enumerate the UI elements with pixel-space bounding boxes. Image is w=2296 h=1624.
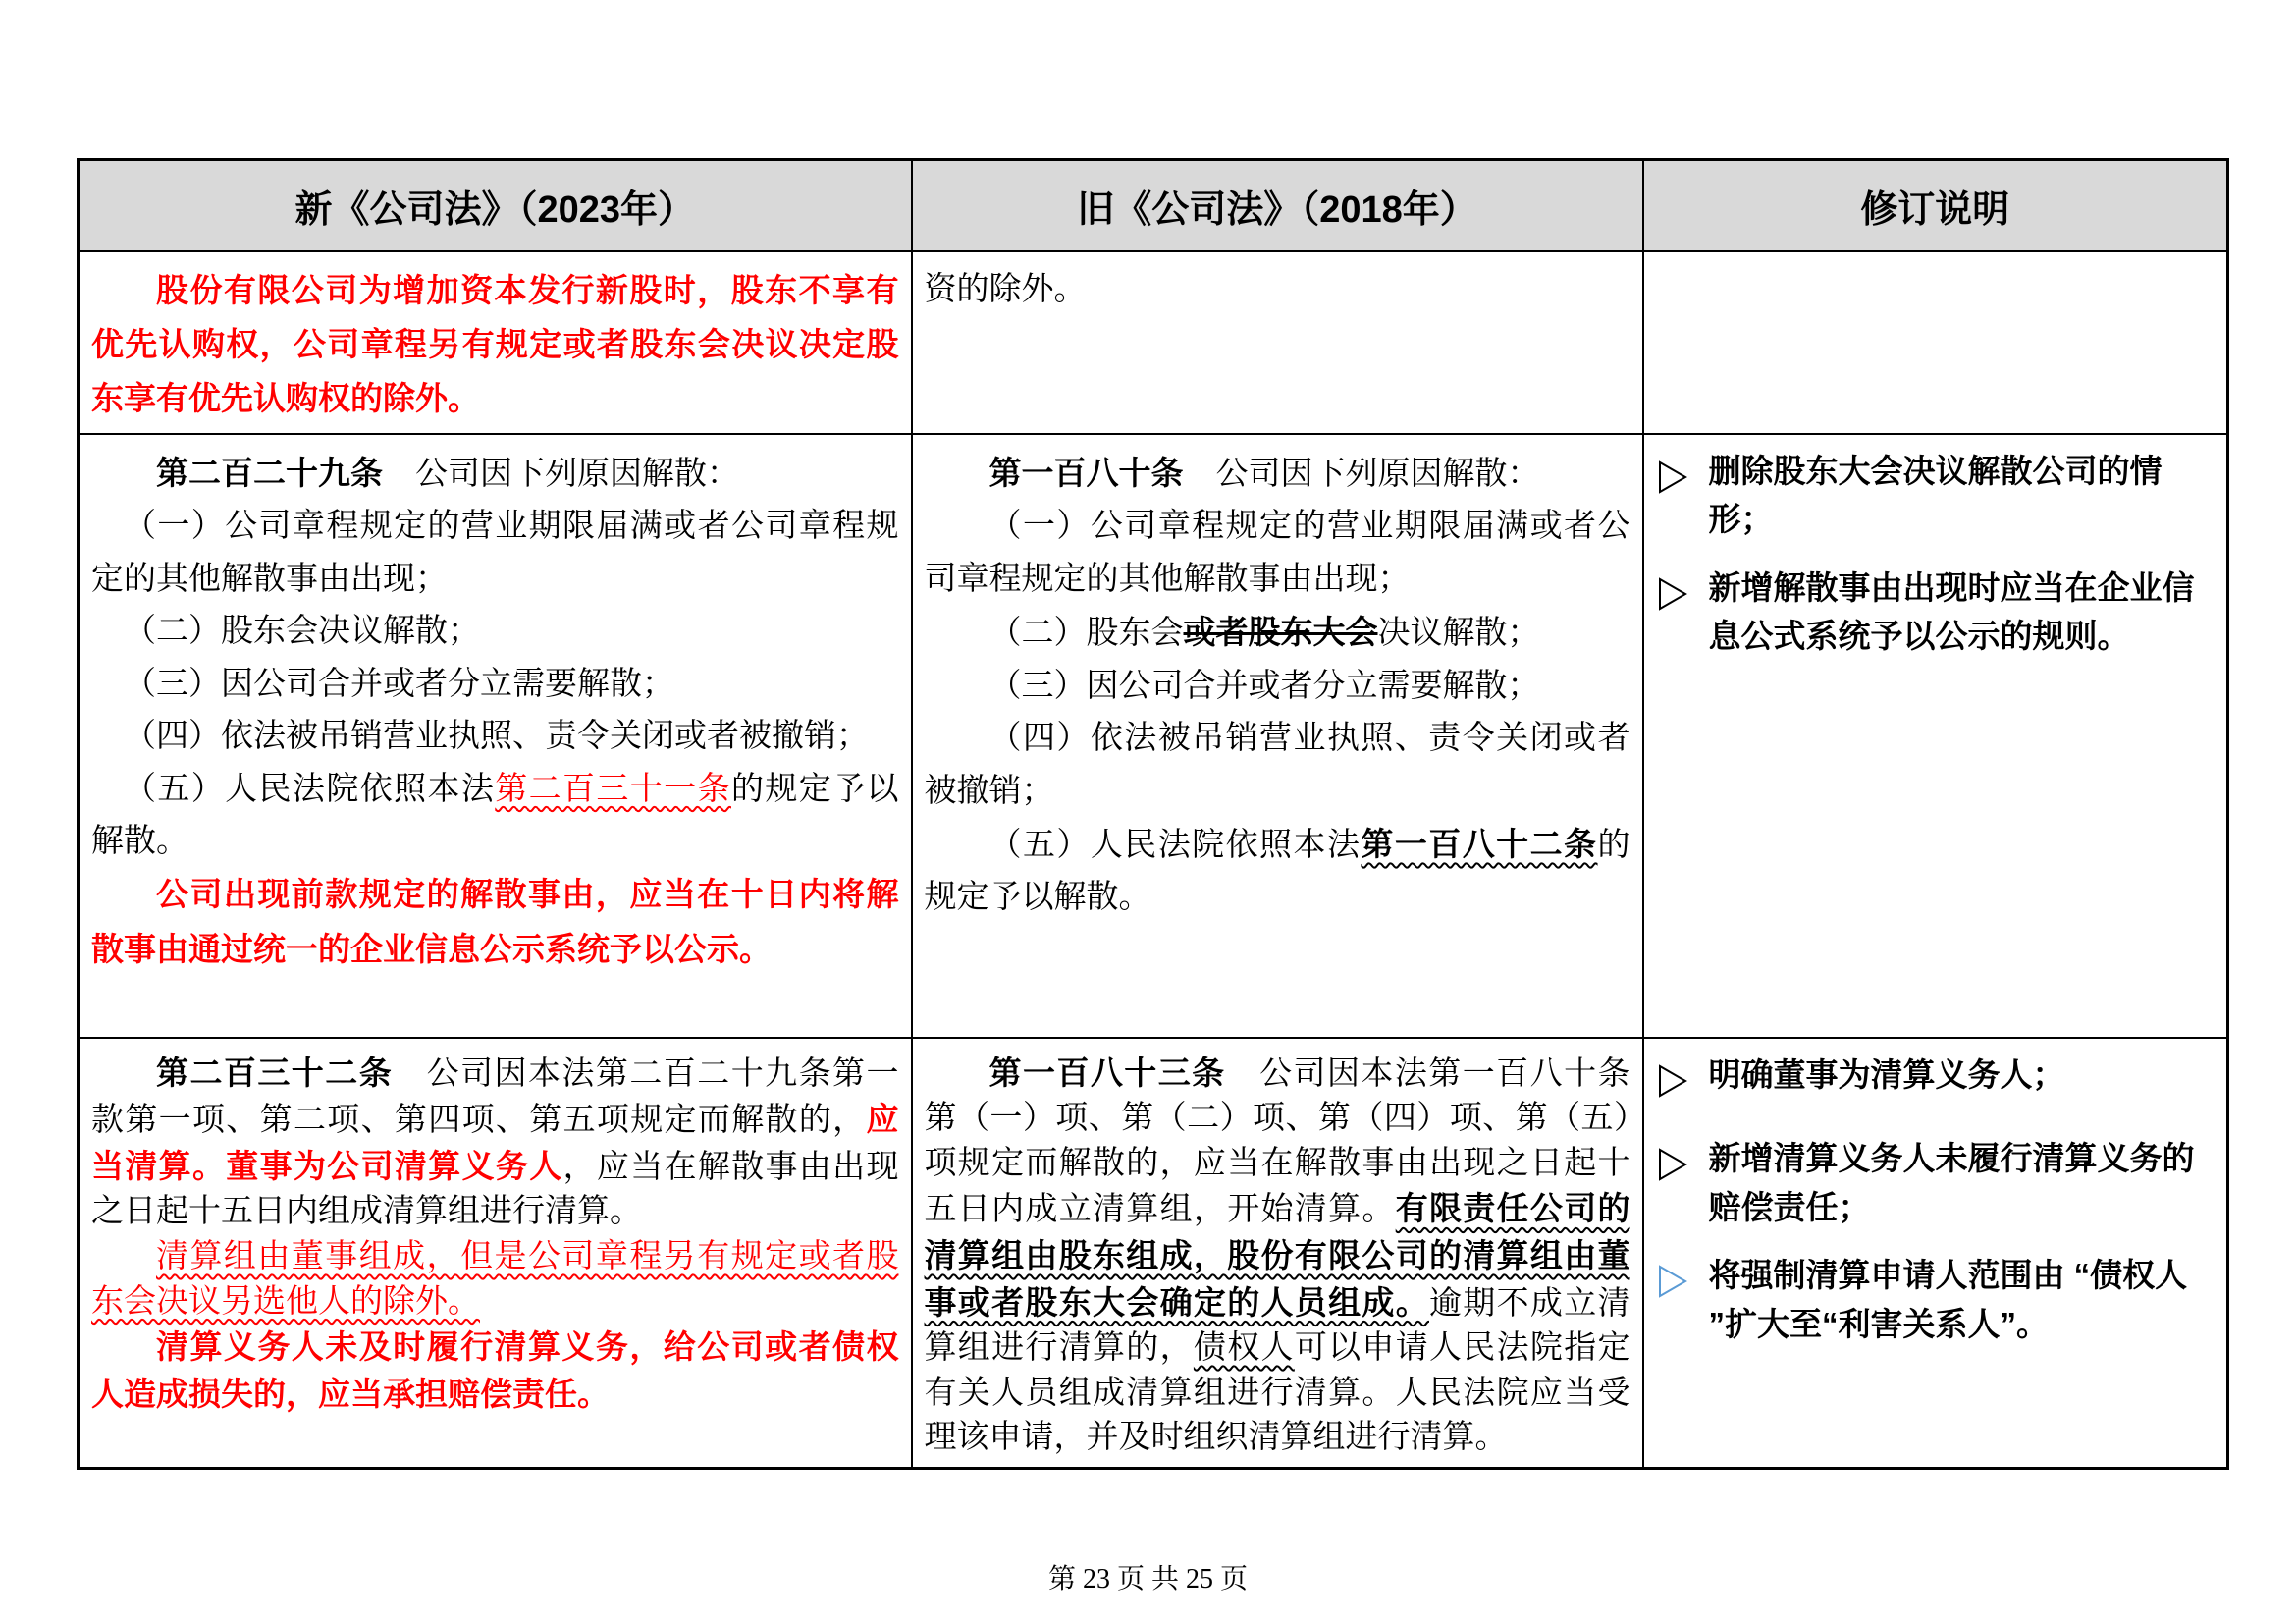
text-run: 第二百三十二条: [156, 1054, 394, 1091]
bullet-item: [1658, 564, 2217, 661]
text-run: 明确董事为清算义务人；: [1708, 1056, 2065, 1093]
text-run: （三）因公司合并或者分立需要解散；: [124, 666, 674, 702]
bullet-text: [1709, 564, 2217, 661]
arrow-bullet-icon: [1658, 460, 1687, 494]
text-run: 将强制清算申请人范围由 “债权人 ”扩大至“利害关系人”。: [1708, 1257, 2188, 1342]
text-run: （一）公司章程规定的营业期限届满或者公司章程规定的其他解散事由出现；: [91, 509, 899, 597]
paragraph: [91, 1235, 899, 1325]
cell-notes-row1: [1643, 251, 2228, 434]
text-run: 第一百八十条: [988, 454, 1184, 491]
cell-old-law-row2: [912, 434, 1643, 1038]
text-run: 新增解散事由出现时应当在企业信息公式系统予以公示的规则。: [1708, 568, 2195, 655]
text-run: （二）股东会: [988, 616, 1184, 652]
bullet-arrow: [1658, 575, 1687, 627]
text-run: 第二百二十九条: [156, 454, 383, 491]
page-number-footer: 第 23 页 共 25 页: [1047, 1564, 1248, 1595]
text-run: 或者股东大会: [1183, 614, 1378, 651]
paragraph: [925, 501, 1630, 606]
header-cell-old-law: 旧《公司法》（2018年）: [912, 160, 1643, 251]
text-run: 债权人: [1193, 1330, 1295, 1367]
paragraph: [91, 606, 899, 658]
text-run: （二）股东会决议解散；: [124, 614, 480, 650]
paragraph: [91, 1325, 899, 1418]
text-run: （一）公司章程规定的营业期限届满或者公司章程规定的其他解散事由出现；: [924, 509, 1630, 597]
text-run: 公司因下列原因解散：: [383, 456, 739, 492]
paragraph: [91, 711, 899, 763]
text-run: 第二百三十一条: [495, 771, 731, 807]
cell-notes-row2: [1643, 434, 2228, 1038]
cell-old-law-row1: [912, 251, 1643, 434]
bullet-text: [1709, 1251, 2217, 1348]
text-run: 应当清算。董事为公司清算义务人: [91, 1101, 899, 1184]
paragraph: [91, 1051, 899, 1235]
paragraph: [91, 447, 899, 501]
cell-new-law-row1: [79, 251, 912, 434]
text-run: 可以申请人民法院指定有关人员组成清算组进行清算。人民法院应当受理该申请，并及时组织清算组进行清算。: [924, 1330, 1630, 1456]
text-run: 第一百八十二条: [1361, 826, 1598, 863]
bullet-text: [1709, 1051, 2065, 1100]
cell-new-law-row3: [79, 1038, 912, 1468]
paragraph: [925, 1051, 1630, 1461]
text-run: 公司因本法第一百八十条第（一）项、第（二）项、第（四）项、第（五）项规定而解散的，应当在解散事由出现之日起十五日内成立清算组，开始清算。: [924, 1056, 1630, 1228]
bullet-item: [1658, 447, 2217, 544]
text-run: ，应当在解散事由出现之日起十五日内组成清算组进行清算。: [91, 1149, 899, 1230]
text-run: 删除股东大会决议解散公司的情形；: [1708, 452, 2163, 538]
text-run: 第一百八十三条: [988, 1054, 1226, 1091]
bullet-text: [1709, 447, 2217, 544]
bullet-item: [1658, 1251, 2217, 1348]
arrow-bullet-icon: [1658, 1064, 1687, 1098]
text-run: 清算组由董事组成，但是公司章程另有规定或者股东会决议另选他人的除外。: [91, 1238, 899, 1320]
header-cell-new-law: 新《公司法》（2023年）: [79, 160, 912, 251]
paragraph: [91, 764, 899, 869]
paragraph: [91, 264, 899, 427]
text-run: 资的除外。: [924, 271, 1087, 307]
header-row: [79, 160, 2228, 251]
arrow-bullet-icon: [1658, 577, 1687, 611]
bullet-item: [1658, 1051, 2217, 1114]
paragraph: [91, 501, 899, 606]
paragraph: [925, 713, 1630, 818]
paragraph: [91, 868, 899, 977]
cell-new-law-row2: [79, 434, 912, 1038]
text-run: 有限责任公司的清算组由股东组成，股份有限公司的清算组由董事或者股东大会确定的人员组成。: [924, 1190, 1630, 1321]
bullet-item: [1658, 1134, 2217, 1231]
paragraph: [91, 659, 899, 711]
bullet-arrow: [1658, 459, 1687, 511]
bullet-arrow: [1658, 1263, 1687, 1315]
text-run: 公司因本法第二百二十九条第一款第一项、第二项、第四项、第五项规定而解散的，: [91, 1056, 899, 1139]
table-row: [79, 434, 2228, 1038]
text-run: 新增清算义务人未履行清算义务的赔偿责任；: [1708, 1140, 2195, 1225]
text-run: 逾期不成立清算组进行清算的，: [924, 1285, 1630, 1367]
text-run: 的规定予以解散。: [91, 771, 899, 860]
paragraph: [925, 447, 1630, 501]
bullet-text: [1709, 1134, 2217, 1231]
header-cell-revision-notes: 修订说明: [1643, 160, 2228, 251]
table-row: [79, 1038, 2228, 1468]
paragraph: [925, 661, 1630, 713]
paragraph: [925, 606, 1630, 660]
arrow-bullet-icon: [1658, 1148, 1687, 1181]
paragraph: [925, 264, 1630, 316]
text-run: 清算义务人未及时履行清算义务，给公司或者债权人造成损失的，应当承担赔偿责任。: [91, 1328, 899, 1412]
text-run: （五）人民法院依照本法: [124, 771, 496, 807]
paragraph: [925, 818, 1630, 925]
arrow-bullet-icon: [1658, 1265, 1687, 1298]
text-run: （五）人民法院依照本法: [988, 828, 1362, 864]
text-run: 决议解散；: [1377, 616, 1540, 652]
text-run: 公司因下列原因解散：: [1183, 456, 1540, 492]
bullet-arrow: [1658, 1062, 1687, 1114]
bullet-arrow: [1658, 1146, 1687, 1198]
text-run: 公司出现前款规定的解散事由，应当在十日内将解散事由通过统一的企业信息公示系统予以公示。: [91, 876, 899, 967]
comparison-table: [77, 158, 2229, 1470]
text-run: 的规定予以解散。: [924, 828, 1630, 916]
text-run: （四）依法被吊销营业执照、责令关闭或者被撤销；: [924, 721, 1630, 809]
cell-old-law-row3: [912, 1038, 1643, 1468]
text-run: （四）依法被吊销营业执照、责令关闭或者被撤销；: [124, 719, 869, 755]
text-run: 股份有限公司为增加资本发行新股时，股东不享有优先认购权，公司章程另有规定或者股东会决议决定股东享有优先认购权的除外。: [91, 271, 899, 417]
text-run: （三）因公司合并或者分立需要解散；: [988, 668, 1540, 704]
table-row: [79, 251, 2228, 434]
cell-notes-row3: [1643, 1038, 2228, 1468]
